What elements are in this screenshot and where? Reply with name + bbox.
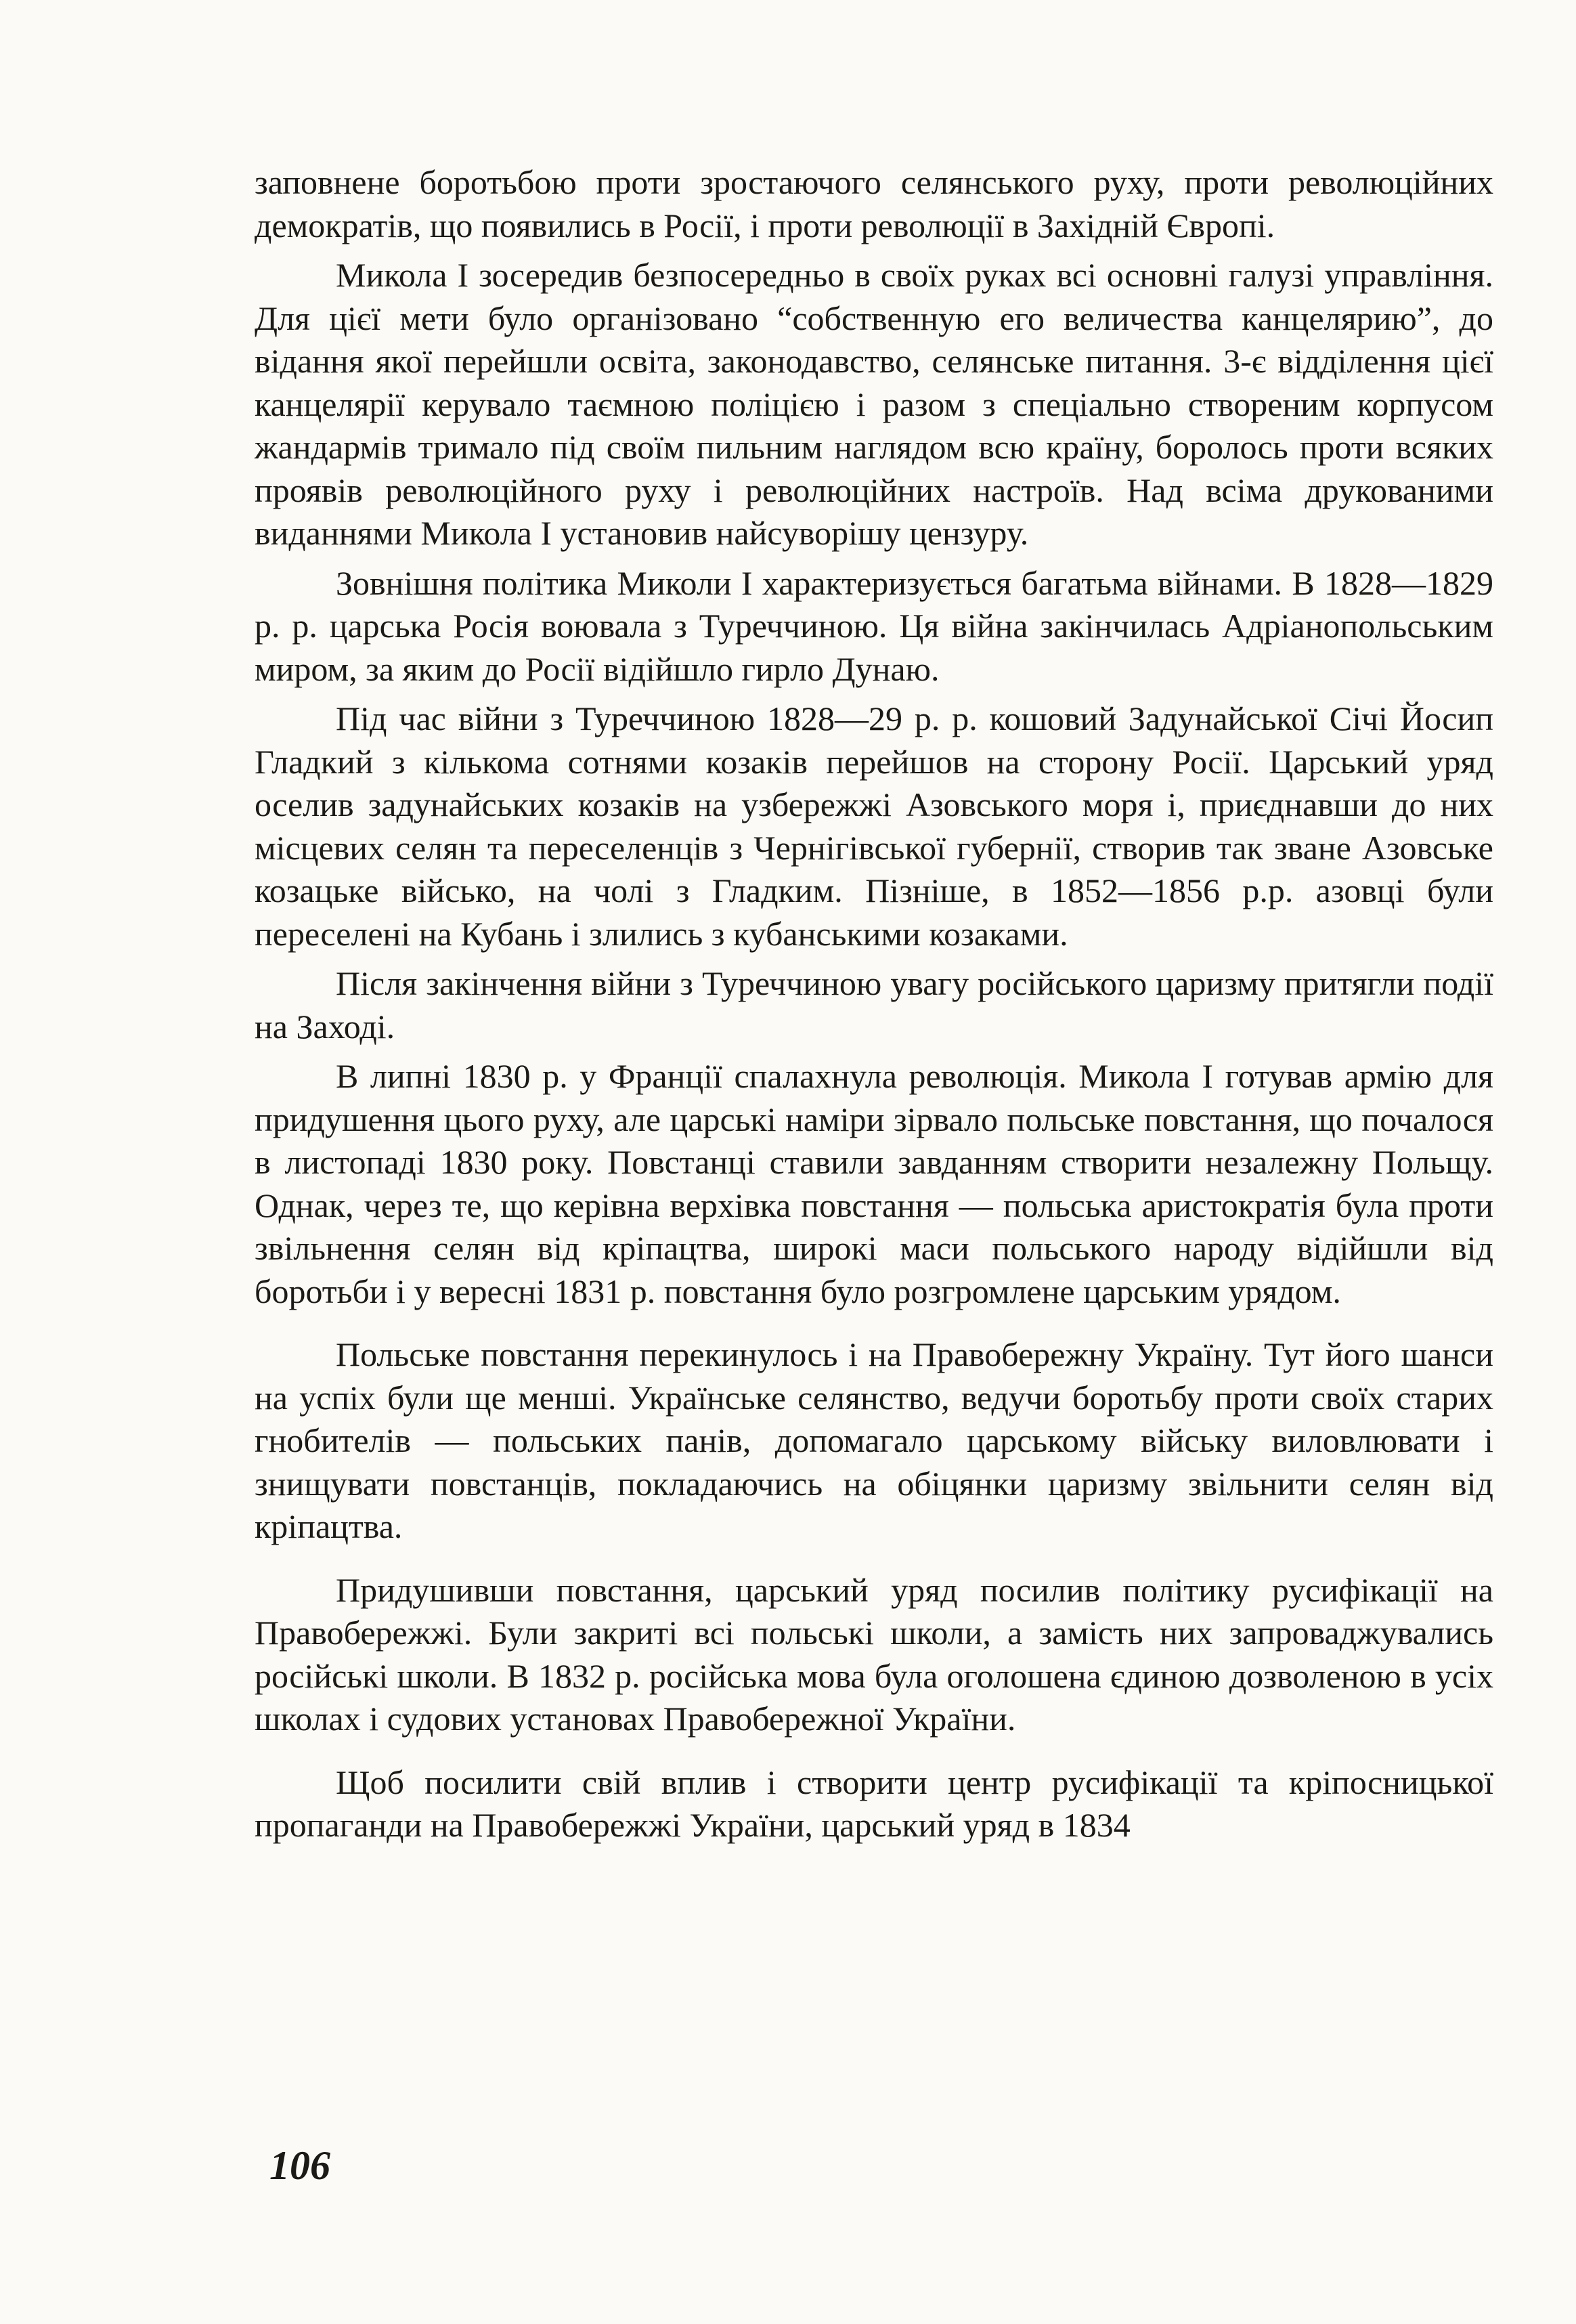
paragraph-1: заповнене боротьбою проти зростаючого селянського руху, проти революційних демократів, що появились в Росії, і проти революції в Західній Європі. [255,163,1493,244]
paragraph-3: Зовнішня політика Миколи І характеризується багатьма війнами. В 1828—1829 р. р. царська Росія воювала з Туреччиною. Ця війна закінчилась Адріанопольським миром, за яким до Росії відійшло гирло Дунаю. [255,563,1493,688]
page-text [255,161,1493,1847]
paragraph-5: Після закінчення війни з Туреччиною увагу російського царизму притягли події на Заході. [255,964,1493,1046]
paragraph-6: В липні 1830 р. у Франції спалахнула революція. Микола І готував армію для придушення цього руху, але царські наміри зірвало польське повстання, що почалося в листопаді 1830 року. Повстанці ставили завданням створити незалежну Польщу. Однак, через те, що керівна верхівка повстання — польська аристократія була проти звільнення селян від кріпацтва, широкі маси польського народу відійшли від боротьби і у вересні 1831 р. повстання було розгромлене царським урядом. [255,1057,1493,1310]
paragraph-7: Польське повстання перекинулось і на Правобережну Україну. Тут його шанси на успіх були ще менші. Українське селянство, ведучи боротьбу проти своїх старих гнобителів — польських панів, допомагало царському війську виловлювати і знищувати повстанців, покладаючись на обіцянки царизму звільнити селян від кріпацтва. [255,1335,1493,1545]
paragraph-9: Щоб посилити свій вплив і створити центр русифікації та кріпосницької пропаганди на Правобережжі України, царський уряд в 1834 [255,1763,1493,1844]
paragraph-4: Під час війни з Туреччиною 1828—29 р. р. кошовий Задунайської Січі Йосип Гладкий з кількома сотнями козаків перейшов на сторону Росії. Царський уряд оселив задунайських козаків на узбережжі Азовського моря і, приєднавши до них місцевих селян та переселенців з Чернігівської губернії, створив так зване Азовське козацьке військо, на чолі з Гладким. Пізніше, в 1852—1856 р.р. азовці були переселені на Кубань і злились з кубанськими козаками. [255,700,1493,953]
paragraph-2: Микола І зосередив безпосередньо в своїх руках всі основні галузі управління. Для цієї мети було організовано “собственную его величества канцелярию”, до відання якої перейшли освіта, законодавство, селянське питання. 3-є відділення цієї канцелярії керувало таємною поліцією і разом з спеціально створеним корпусом жандармів тримало під своїм пильним наглядом всю країну, боролось проти всяких проявів революційного руху і революційних настроїв. Над всіма друкованими виданнями Микола І установив найсуворішу цензуру. [255,256,1493,552]
paragraph-8: Придушивши повстання, царський уряд посилив політику русифікації на Правобережжі. Були закриті всі польські школи, а замість них запроваджувались російські школи. В 1832 р. російська мова була оголошена єдиною дозволеною в усіх школах і судових установах Правобережної України. [255,1570,1493,1738]
page-number: 106 [269,2143,330,2188]
